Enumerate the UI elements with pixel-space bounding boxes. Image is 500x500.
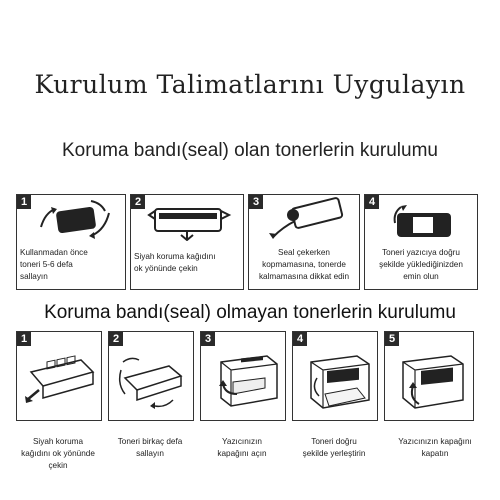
- page-title: Kurulum Talimatlarını Uygulayın: [34, 70, 466, 99]
- insert-toner-printer-illustration: [299, 348, 373, 414]
- step-number: 2: [131, 195, 145, 209]
- s2-step-1-panel: [16, 331, 102, 421]
- s2-step-1-caption: Siyah koruma kağıdını ok yönünde çekin: [21, 437, 95, 470]
- close-cover-illustration: [391, 348, 469, 414]
- s2-step-2-panel: [108, 331, 194, 421]
- step-caption: Siyah koruma kağıdını ok yönünde çekin: [134, 252, 216, 273]
- s1-step-4-panel: [364, 194, 478, 290]
- section2-heading: Koruma bandı(seal) olmayan tonerlerin kurulumu: [44, 302, 456, 323]
- s2-step-5-panel: [384, 331, 474, 421]
- s2-step-4-caption: Toneri doğru şekilde yerleştirin: [302, 437, 366, 458]
- pull-seal-illustration: [147, 201, 235, 241]
- step-number: 3: [201, 332, 215, 346]
- pull-paper-illustration: [23, 350, 97, 410]
- step-caption: Kullanmadan önce toneri 5-6 defa sallayın: [20, 248, 88, 281]
- shake-toner-illustration: [31, 197, 117, 243]
- shake-toner-illustration: [115, 350, 189, 414]
- step-caption: Seal çekerken kopmamasına, tonerde kalmamasına dikkat edin: [258, 248, 350, 281]
- step-caption: Toneri yazıcıya doğru şekilde yüklediğinizden emin olun: [379, 248, 463, 281]
- step-number: 4: [293, 332, 307, 346]
- s2-step-5-caption: Yazıcınızın kapağını kapatın: [398, 437, 472, 458]
- s2-step-3-caption: Yazıcınızın kapağını açın: [217, 437, 267, 458]
- s1-step-3-panel: [248, 194, 360, 290]
- step-number: 1: [17, 332, 31, 346]
- s2-step-2-caption: Toneri birkaç defa sallayın: [117, 437, 183, 458]
- open-cover-illustration: [207, 348, 281, 414]
- s1-step-2-panel: [130, 194, 244, 290]
- step-number: 2: [109, 332, 123, 346]
- seal-pull-illustration: [265, 197, 351, 241]
- step-number: 5: [385, 332, 399, 346]
- s1-step-1-panel: [16, 194, 126, 290]
- insert-toner-illustration: [383, 199, 467, 245]
- section1-heading: Koruma bandı(seal) olan tonerlerin kurulumu: [62, 140, 438, 161]
- s2-step-3-panel: [200, 331, 286, 421]
- step-number: 4: [365, 195, 379, 209]
- s2-step-4-panel: [292, 331, 378, 421]
- step-number: 3: [249, 195, 263, 209]
- step-number: 1: [17, 195, 31, 209]
